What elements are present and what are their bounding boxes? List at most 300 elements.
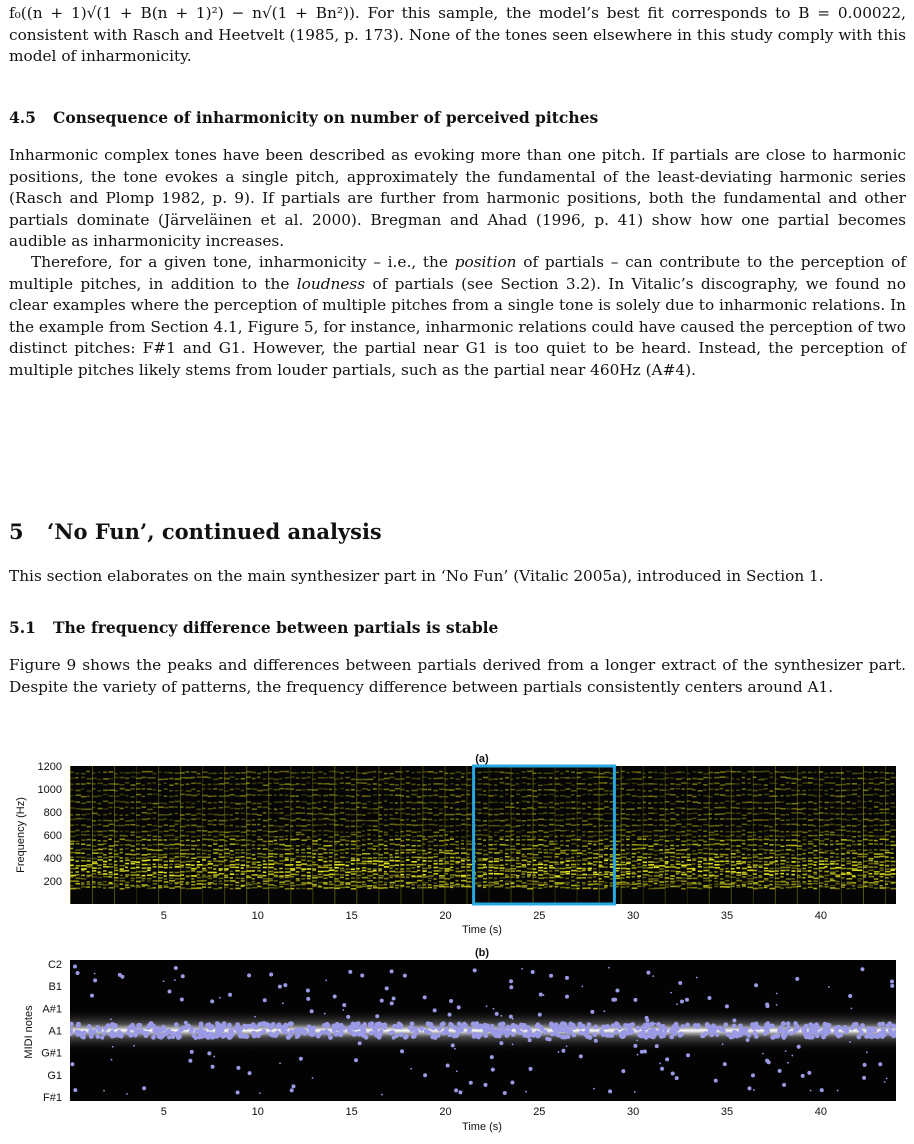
pitch-point [782, 1083, 786, 1087]
spectral-peak [714, 783, 719, 785]
spectral-peak [263, 807, 269, 809]
pitch-point [851, 1007, 853, 1009]
spectral-peak [318, 882, 324, 884]
spectral-peak [802, 858, 805, 860]
spectral-peak [637, 772, 641, 774]
spectral-peak [367, 813, 371, 815]
pitch-point [133, 1033, 138, 1038]
spectral-peak [764, 794, 769, 796]
spectral-peak [279, 856, 283, 858]
spectral-peak [153, 844, 159, 846]
pitch-point [452, 1025, 457, 1030]
spectral-peak [252, 783, 257, 785]
spectral-peak [890, 852, 893, 854]
spectral-peak [208, 839, 214, 841]
spectral-peak [323, 807, 326, 809]
spectral-peak [544, 777, 547, 779]
spectral-peak [637, 814, 640, 816]
spectral-peak [109, 795, 114, 797]
pitch-point [864, 1034, 869, 1039]
spectral-peak [802, 782, 808, 784]
spectral-peak [857, 870, 862, 872]
pitch-point [495, 1028, 500, 1033]
spectral-peak [714, 886, 718, 888]
spectral-peak [604, 854, 608, 856]
spectral-peak [241, 819, 246, 821]
spectral-peak [483, 790, 486, 792]
pitch-point [133, 1045, 135, 1047]
spectral-peak [147, 867, 151, 869]
spectral-peak [626, 836, 630, 838]
pitch-point [660, 1067, 664, 1071]
spectral-peak [720, 831, 723, 833]
spectral-peak [208, 882, 214, 884]
spectral-peak [857, 866, 862, 868]
spectral-peak [98, 867, 102, 869]
spectral-peak [186, 783, 190, 785]
pitch-point [456, 1070, 458, 1072]
spectral-peak [98, 783, 103, 785]
spectral-peak [494, 831, 500, 833]
spectral-peak [125, 853, 131, 855]
spectral-peak [874, 853, 880, 855]
spectral-peak [406, 868, 411, 870]
spectral-peak [846, 819, 850, 821]
spectral-peak [455, 848, 459, 850]
spectral-peak [632, 771, 638, 773]
spectral-peak [538, 848, 541, 850]
spectral-peak [296, 838, 300, 840]
spectral-peak [846, 814, 852, 816]
spectral-peak [604, 863, 608, 865]
spectral-peak [582, 874, 587, 876]
spectral-peak [373, 877, 376, 879]
spectral-peak [461, 808, 466, 810]
spectral-peak [461, 824, 466, 826]
pitch-point [436, 1033, 441, 1038]
y-tick-label: A1 [48, 1025, 62, 1038]
spectral-peak [786, 819, 790, 821]
pitch-point [893, 1029, 898, 1034]
spectral-peak [384, 773, 388, 775]
spectral-peak [615, 841, 620, 843]
spectral-peak [450, 850, 453, 852]
spectral-peak [593, 861, 598, 863]
pitch-point [828, 986, 830, 988]
spectral-peak [544, 789, 549, 791]
spectral-peak [323, 874, 329, 876]
spectral-peak [500, 772, 505, 774]
pitch-point [722, 1043, 724, 1045]
spectral-peak [780, 795, 783, 797]
spectral-peak [626, 825, 630, 827]
spectral-peak [494, 861, 499, 863]
spectral-peak [252, 883, 258, 885]
spectral-peak [411, 772, 414, 774]
pitch-point [539, 993, 543, 997]
pitch-point [259, 1022, 264, 1027]
spectral-peak [742, 854, 745, 856]
spectral-peak [637, 848, 643, 850]
spectral-peak [142, 848, 148, 850]
spectral-peak [345, 814, 350, 816]
spectral-peak [500, 820, 505, 822]
spectral-peak [230, 873, 235, 875]
spectral-peak [329, 869, 334, 871]
spectral-peak [257, 885, 260, 887]
spectral-peak [417, 831, 421, 833]
spectral-peak [109, 839, 112, 841]
spectral-peak [76, 849, 81, 851]
spectral-peak [632, 830, 637, 832]
spectral-peak [301, 882, 306, 884]
spectral-peak [340, 802, 344, 804]
spectral-peak [257, 867, 260, 869]
spectral-peak [890, 819, 896, 821]
spectral-peak [742, 802, 748, 804]
pitch-point [768, 1024, 773, 1029]
spectral-peak [786, 882, 789, 884]
spectral-peak [98, 871, 101, 873]
spectral-peak [500, 796, 504, 798]
spectral-peak [890, 868, 896, 870]
pitch-point [707, 996, 711, 1000]
pitch-point [248, 1071, 252, 1075]
spectral-peak [703, 874, 707, 876]
spectral-peak [455, 880, 458, 882]
pitch-point [615, 988, 619, 992]
spectral-peak [345, 783, 350, 785]
section-number: 5.1 [9, 618, 36, 637]
spectral-peak [120, 839, 125, 841]
spectral-peak [676, 839, 680, 841]
spectral-peak [213, 849, 219, 851]
spectral-peak [725, 843, 729, 845]
spectral-peak [857, 835, 861, 837]
spectral-peak [824, 824, 829, 826]
pitch-point [808, 1022, 813, 1027]
spectral-peak [516, 870, 521, 872]
spectral-peak [720, 883, 726, 885]
spectral-peak [670, 870, 675, 872]
spectral-peak [868, 852, 873, 854]
spectral-peak [824, 844, 827, 846]
spectral-peak [846, 789, 850, 791]
spectral-peak [494, 886, 500, 888]
spectral-peak [274, 789, 280, 791]
spectral-peak [230, 794, 235, 796]
spectral-peak [786, 808, 790, 810]
spectral-peak [439, 835, 443, 837]
spectral-peak [681, 801, 684, 803]
spectral-peak [769, 861, 775, 863]
spectral-peak [131, 872, 137, 874]
onset-line [268, 766, 269, 904]
pitch-point [581, 986, 583, 988]
pitch-point [472, 1032, 477, 1037]
spectral-peak [626, 876, 630, 878]
spectral-peak [846, 873, 852, 875]
x-tick-label: 10 [251, 1106, 264, 1118]
spectral-peak [758, 794, 761, 796]
spectral-peak [406, 877, 410, 879]
spectral-peak [455, 863, 458, 865]
spectral-peak [263, 878, 269, 880]
spectral-peak [703, 853, 707, 855]
spectral-peak [593, 883, 598, 885]
spectral-peak [742, 882, 747, 884]
spectral-peak [395, 771, 401, 773]
spectral-peak [786, 870, 790, 872]
spectral-peak [648, 878, 653, 880]
spectral-peak [389, 886, 393, 888]
pitch-point [614, 1030, 619, 1035]
spectral-peak [626, 839, 629, 841]
spectral-peak [433, 790, 437, 792]
spectral-peak [659, 808, 664, 810]
spectral-peak [846, 883, 851, 885]
spectral-peak [516, 843, 520, 845]
pitch-point [849, 1041, 851, 1043]
pitch-point [856, 1034, 861, 1039]
spectral-peak [549, 856, 552, 858]
spectral-peak [439, 881, 445, 883]
spectral-peak [125, 795, 128, 797]
spectral-peak [461, 866, 465, 868]
onset-line [709, 766, 710, 904]
spectral-peak [252, 874, 258, 876]
spectral-peak [604, 782, 607, 784]
spectral-peak [450, 783, 454, 785]
spectral-peak [626, 848, 629, 850]
pitch-point [254, 1016, 256, 1018]
spectral-peak [637, 852, 640, 854]
pitch-point [693, 1023, 698, 1028]
spectral-peak [852, 778, 855, 780]
spectral-peak [461, 840, 464, 842]
spectral-peak [747, 778, 750, 780]
spectral-peak [131, 857, 135, 859]
spectral-peak [279, 784, 284, 786]
spectral-peak [714, 861, 719, 863]
pitch-point [836, 1025, 841, 1030]
spectral-peak [742, 830, 745, 832]
spectral-peak [164, 864, 168, 866]
spectral-peak [538, 777, 543, 779]
spectral-peak [879, 887, 885, 889]
pitch-point [511, 1023, 516, 1028]
spectral-peak [417, 866, 420, 868]
spectral-peak [450, 869, 454, 871]
spectral-peak [830, 777, 834, 779]
spectral-peak [692, 868, 695, 870]
pitch-point [256, 1033, 261, 1038]
spectral-peak [362, 886, 368, 888]
spectral-peak [76, 834, 80, 836]
spectral-peak [676, 863, 681, 865]
spectral-peak [164, 861, 168, 863]
spectral-peak [120, 883, 124, 885]
spectral-peak [654, 866, 659, 868]
spectral-peak [301, 819, 306, 821]
x-tick-label: 25 [533, 1106, 546, 1118]
spectral-peak [98, 886, 102, 888]
spectral-peak [461, 863, 465, 865]
spectral-peak [786, 849, 791, 851]
spectral-peak [703, 835, 707, 837]
spectral-peak [868, 772, 871, 774]
spectral-peak [169, 784, 174, 786]
spectral-peak [98, 882, 102, 884]
spectral-peak [868, 794, 873, 796]
spectral-peak [681, 782, 686, 784]
spectral-peak [241, 795, 247, 797]
paragraph-figure-9: Figure 9 shows the peaks and differences between partials derived from a longer extract of the synthesizer part. Despite the variety of patterns, the frequency difference between partials consistently centers around A1. [9, 656, 906, 696]
spectral-peak [340, 795, 344, 797]
spectral-peak [384, 878, 389, 880]
p2-part-b: of partials – can contribute to the perception of multiple pitches, in addition to the [9, 253, 906, 293]
spectral-peak [296, 867, 301, 869]
spectral-peak [786, 839, 790, 841]
onset-line [444, 766, 445, 904]
spectral-peak [522, 771, 526, 773]
pitch-point [608, 967, 610, 969]
pitch-point [174, 966, 178, 970]
spectral-peak [153, 856, 157, 858]
spectral-peak [549, 849, 555, 851]
spectral-peak [703, 784, 707, 786]
spectral-peak [235, 772, 240, 774]
spectral-peak [549, 812, 555, 814]
spectral-peak [279, 794, 282, 796]
spectral-peak [219, 820, 225, 822]
spectral-peak [714, 830, 718, 832]
spectral-peak [252, 878, 255, 880]
spectral-peak [527, 778, 531, 780]
spectral-peak [692, 863, 695, 865]
pitch-point [685, 998, 689, 1002]
spectral-peak [279, 860, 284, 862]
pitch-point [360, 973, 364, 977]
spectral-peak [604, 860, 608, 862]
spectral-peak [857, 820, 861, 822]
onset-line [158, 766, 159, 904]
pitch-point [723, 1022, 728, 1027]
spectral-peak [87, 848, 91, 850]
spectral-peak [769, 826, 772, 828]
spectral-peak [505, 853, 508, 855]
spectral-peak [544, 845, 549, 847]
spectral-peak [164, 818, 167, 820]
spectral-peak [802, 868, 806, 870]
spectral-peak [720, 835, 725, 837]
spectral-peak [191, 878, 194, 880]
spectral-peak [544, 877, 549, 879]
spectral-peak [786, 887, 792, 889]
spectral-peak [307, 829, 312, 831]
pitch-point [76, 971, 80, 975]
spectral-peak [285, 845, 291, 847]
spectral-peak [428, 802, 433, 804]
spectral-peak [571, 831, 574, 833]
spectral-peak [692, 860, 696, 862]
spectral-peak [588, 877, 593, 879]
spectral-peak [252, 861, 258, 863]
spectral-peak [544, 832, 549, 834]
spectral-peak [345, 857, 348, 859]
spectral-peak [494, 819, 499, 821]
spectral-peak [461, 848, 465, 850]
spectral-peak [109, 866, 114, 868]
pitch-point [555, 1027, 560, 1032]
spectral-peak [439, 884, 444, 886]
pitch-point [627, 1030, 632, 1035]
spectral-peak [384, 831, 388, 833]
pitch-point [503, 1091, 507, 1095]
spectral-peak [588, 868, 592, 870]
spectral-peak [874, 802, 880, 804]
spectral-peak [505, 856, 510, 858]
spectral-peak [406, 864, 412, 866]
spectral-peak [81, 831, 87, 833]
spectral-peak [428, 778, 432, 780]
spectral-peak [522, 864, 526, 866]
pitch-point [259, 1092, 261, 1094]
spectral-peak [830, 885, 835, 887]
spectral-peak [632, 856, 635, 858]
spectral-peak [329, 864, 332, 866]
spectral-peak [742, 824, 747, 826]
spectral-peak [615, 858, 621, 860]
spectral-peak [164, 807, 169, 809]
spectral-peak [153, 829, 158, 831]
spectral-peak [125, 772, 130, 774]
pitch-point [813, 1023, 818, 1028]
spectral-peak [632, 808, 635, 810]
spectral-peak [191, 864, 194, 866]
spectral-peak [791, 834, 797, 836]
pitch-point [142, 1086, 146, 1090]
spectral-peak [345, 878, 349, 880]
spectral-peak [153, 866, 157, 868]
spectral-peak [197, 883, 203, 885]
spectral-peak [241, 880, 245, 882]
spectral-peak [588, 881, 592, 883]
pitch-point [390, 1030, 395, 1035]
pitch-point [311, 1032, 316, 1037]
spectral-peak [428, 875, 434, 877]
spectral-peak [169, 806, 174, 808]
spectral-peak [714, 843, 720, 845]
spectral-peak [648, 867, 653, 869]
spectral-peak [307, 820, 312, 822]
spectral-peak [76, 874, 80, 876]
pitch-point [179, 1027, 184, 1032]
spectral-peak [522, 854, 525, 856]
spectral-peak [626, 853, 630, 855]
panel-b-title: (b) [474, 947, 490, 959]
spectral-peak [197, 840, 200, 842]
spectral-peak [780, 884, 786, 886]
spectral-peak [197, 861, 200, 863]
pitch-point [81, 1035, 86, 1040]
pitch-point [884, 1081, 886, 1083]
spectral-peak [274, 820, 277, 822]
spectral-peak [610, 841, 613, 843]
spectral-peak [802, 808, 806, 810]
pitch-point [440, 1022, 445, 1027]
spectral-peak [406, 886, 410, 888]
